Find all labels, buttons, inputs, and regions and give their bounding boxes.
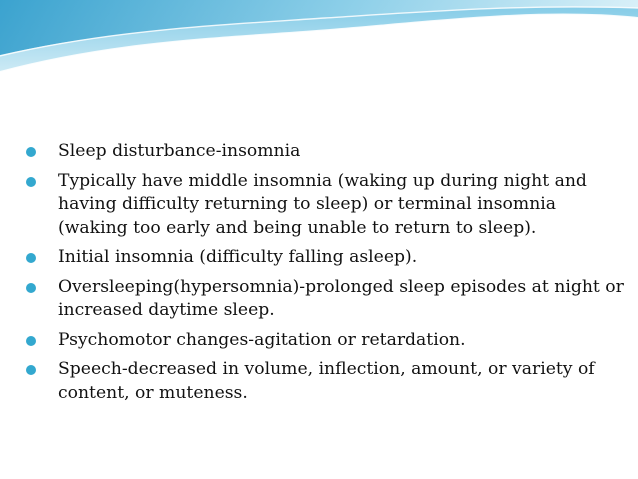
- header-wave-decoration: [0, 0, 638, 90]
- bullet-dot-icon: [26, 253, 36, 263]
- bullet-dot-icon: [26, 365, 36, 375]
- bullet-item: [24, 358, 624, 405]
- bullet-item: [24, 329, 624, 353]
- bullet-text: Speech-decreased in volume, inflection, amount, or variety of content, or muteness.: [58, 359, 595, 403]
- bullet-item: [24, 170, 624, 241]
- bullet-list: [24, 140, 624, 411]
- bullet-dot-icon: [26, 177, 36, 187]
- bullet-item: [24, 276, 624, 323]
- bullet-text: Sleep disturbance-insomnia: [58, 141, 301, 161]
- bullet-text: Initial insomnia (difficulty falling asleep).: [58, 247, 418, 267]
- bullet-text: Oversleeping(hypersomnia)-prolonged sleep episodes at night or increased daytime sleep.: [58, 276, 624, 320]
- bullet-text: Psychomotor changes-agitation or retardation.: [58, 329, 466, 350]
- bullet-item: [24, 246, 624, 270]
- bullet-dot-icon: [26, 283, 36, 293]
- bullet-text: Typically have middle insomnia (waking up during night and having difficulty returning to sleep) or terminal insomnia (waking too early and being unable to return to sleep).: [58, 170, 587, 238]
- bullet-item: [24, 140, 624, 164]
- bullet-dot-icon: [26, 336, 36, 346]
- bullet-dot-icon: [26, 147, 36, 157]
